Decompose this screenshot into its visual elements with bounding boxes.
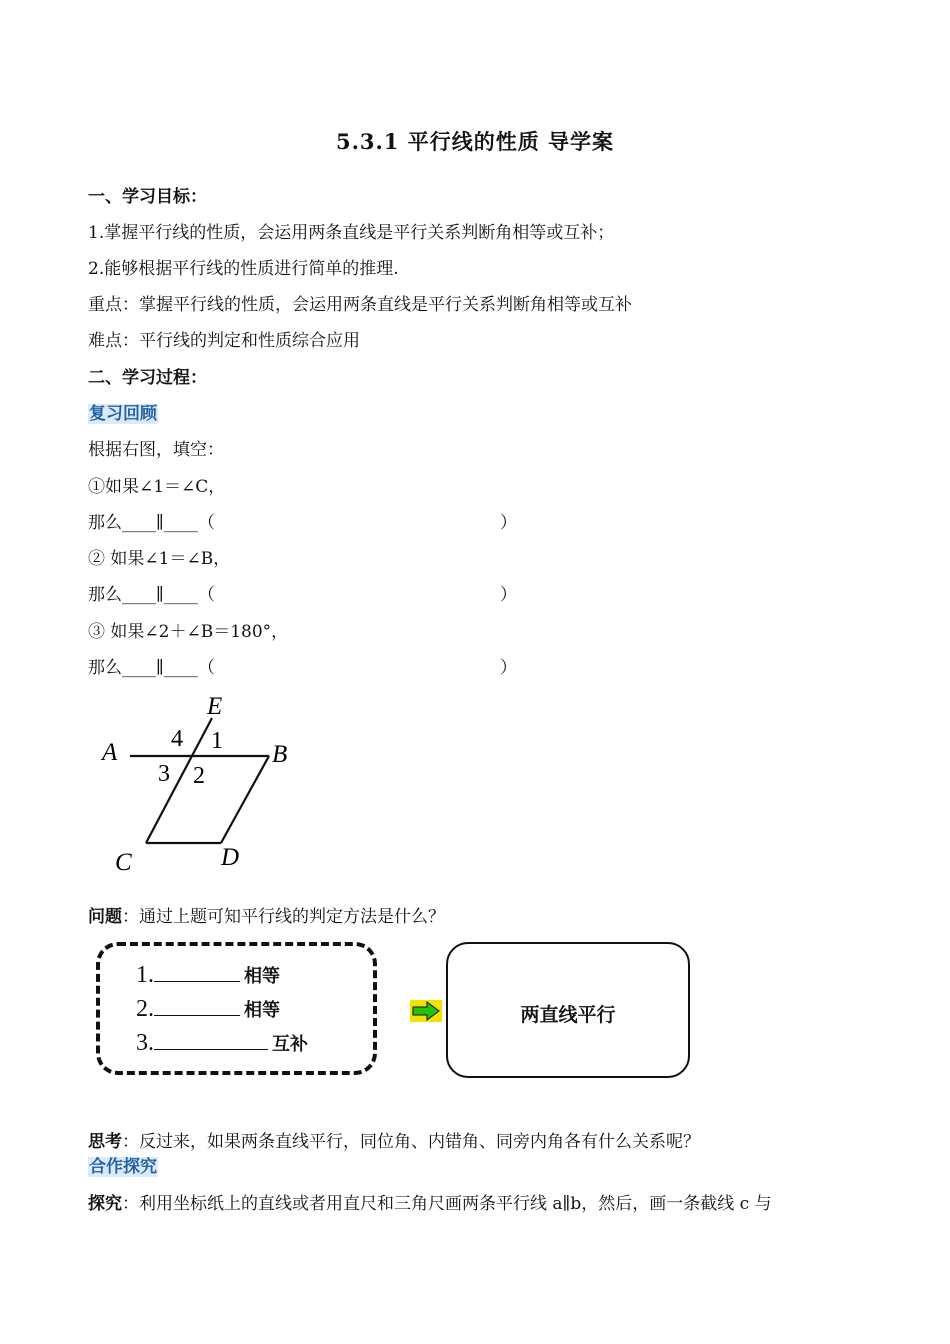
method-item-1 — [136, 962, 280, 989]
think-text: ：反过来，如果两条直线平行，同位角、内错角、同旁内角各有什么关系呢？ — [122, 1132, 700, 1152]
question-2: ② 如果∠1＝∠B， — [88, 549, 231, 569]
difficulty-point: 难点：平行线的判定和性质综合应用 — [88, 331, 360, 351]
answer-2-close-paren: ） — [500, 585, 517, 605]
right-arrow-icon — [410, 1000, 442, 1022]
method-number: 3. — [136, 1030, 154, 1056]
parallelogram-figure — [90, 690, 310, 880]
section-heading-goals: 一、学习目标： — [88, 187, 207, 207]
method-word: 相等 — [244, 966, 280, 987]
label-C: C — [115, 849, 132, 876]
explore-line — [88, 1189, 772, 1214]
method-number: 1. — [136, 962, 154, 988]
think-label: 思考 — [88, 1132, 122, 1152]
fill-intro: 根据右图，填空： — [88, 440, 224, 460]
answer-3-close-paren: ） — [500, 658, 517, 678]
angle-3: 3 — [158, 761, 170, 787]
coop-tag-label: 合作探究 — [89, 1157, 157, 1177]
label-E: E — [207, 693, 223, 720]
answer-1-close-paren: ） — [500, 513, 517, 533]
question-1: ①如果∠1＝∠C， — [88, 477, 226, 497]
label-A: A — [102, 739, 118, 766]
goal-item-2: 2.能够根据平行线的性质进行简单的推理. — [88, 259, 399, 279]
angle-1: 1 — [211, 728, 223, 754]
answer-1: 那么____∥____（ — [88, 513, 215, 533]
page-title: 5.3.1 平行线的性质 导学案 — [335, 129, 615, 154]
method-word: 互补 — [272, 1034, 308, 1055]
angle-4: 4 — [171, 726, 183, 752]
method-item-2 — [136, 996, 280, 1023]
explore-text: ：利用坐标纸上的直线或者用直尺和三角尺画两条平行线 a∥b，然后，画一条截线 c 与 — [122, 1194, 772, 1214]
section-heading-process: 二、学习过程： — [88, 368, 207, 388]
review-tag — [88, 399, 158, 424]
method-number: 2. — [136, 996, 154, 1022]
question-line — [88, 902, 445, 927]
answer-3: 那么____∥____（ — [88, 658, 215, 678]
method-word: 相等 — [244, 1000, 280, 1021]
coop-tag — [88, 1152, 158, 1177]
answer-2: 那么____∥____（ — [88, 585, 215, 605]
goal-item-1: 1.掌握平行线的性质，会运用两条直线是平行关系判断角相等或互补； — [88, 223, 615, 243]
label-B: B — [272, 741, 288, 768]
question-label: 问题 — [88, 907, 122, 927]
line-BD — [221, 756, 269, 843]
key-point: 重点：掌握平行线的性质，会运用两条直线是平行关系判断角相等或互补 — [88, 295, 632, 315]
result-text: 两直线平行 — [520, 1004, 616, 1026]
question-text: ：通过上题可知平行线的判定方法是什么？ — [122, 907, 445, 927]
question-3: ③ 如果∠2＋∠B＝180°， — [88, 622, 289, 642]
label-D: D — [221, 844, 240, 871]
angle-2: 2 — [193, 763, 205, 789]
think-line — [88, 1127, 700, 1152]
method-item-3 — [136, 1030, 308, 1057]
review-tag-label: 复习回顾 — [89, 404, 157, 424]
explore-label: 探究 — [88, 1194, 122, 1214]
